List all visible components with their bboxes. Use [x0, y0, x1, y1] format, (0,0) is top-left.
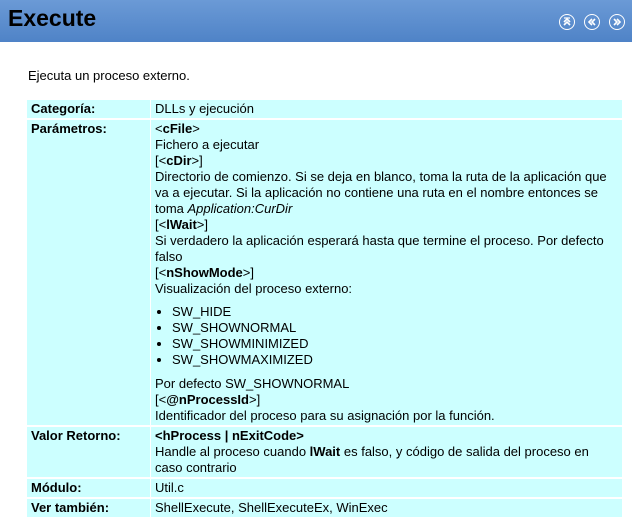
- ver-tambien-value: ShellExecute, ShellExecuteEx, WinExec: [151, 499, 622, 517]
- title-bar: [0, 0, 632, 42]
- param-cfile-desc: Fichero a ejecutar: [155, 137, 260, 152]
- list-item: • SW_SHOWNORMAL: [172, 320, 618, 336]
- function-description: Ejecuta un proceso externo.: [28, 68, 190, 83]
- row-parametros: [27, 120, 622, 425]
- page-title: Execute: [8, 5, 97, 31]
- modulo-value: Util.c: [151, 479, 622, 497]
- double-chevron-up-icon: [562, 17, 572, 27]
- return-desc: Handle al proceso cuando lWait es falso, y código de salida del proceso en caso contrario: [155, 444, 589, 475]
- list-item: • SW_SHOWMINIMIZED: [172, 336, 618, 352]
- top-button[interactable]: [559, 14, 575, 30]
- list-item: • SW_SHOWMAXIMIZED: [172, 352, 618, 368]
- param-nshowmode-desc: Visualización del proceso externo:: [155, 281, 353, 296]
- list-item: • SW_HIDE: [172, 304, 618, 320]
- param-nprocessid: [<@nProcessId>]: [155, 392, 261, 407]
- valor-retorno-label: Valor Retorno:: [27, 427, 150, 477]
- valor-retorno-value: [151, 427, 622, 477]
- parametros-label: Parámetros:: [27, 120, 150, 425]
- show-mode-list: [155, 304, 618, 368]
- categoria-label: Categoría:: [27, 100, 150, 118]
- param-nprocessid-desc: Identificador del proceso para su asignación por la función.: [155, 408, 495, 423]
- return-signature: <hProcess | nExitCode>: [155, 428, 304, 443]
- row-modulo: [27, 479, 622, 497]
- next-button[interactable]: [609, 14, 625, 30]
- parametros-value: [151, 120, 622, 425]
- properties-table: [27, 98, 622, 519]
- param-cdir: [<cDir>]: [155, 153, 203, 168]
- row-categoria: [27, 100, 622, 118]
- ver-tambien-label: Ver también:: [27, 499, 150, 517]
- prev-button[interactable]: [584, 14, 600, 30]
- param-cfile: <cFile>: [155, 121, 200, 136]
- row-ver-tambien: [27, 499, 622, 517]
- double-chevron-right-icon: [612, 17, 622, 27]
- categoria-value: DLLs y ejecución: [151, 100, 622, 118]
- param-lwait-desc: Si verdadero la aplicación esperará hasta que termine el proceso. Por defecto falso: [155, 233, 604, 264]
- param-cdir-desc: Directorio de comienzo. Si se deja en blanco, toma la ruta de la aplicación que va a ejecutar. Si la aplicación no contiene una ruta en el nombre entonces se toma Application:CurDir: [155, 169, 607, 216]
- param-nshowmode: [<nShowMode>]: [155, 265, 254, 280]
- double-chevron-left-icon: [587, 17, 597, 27]
- modulo-label: Módulo:: [27, 479, 150, 497]
- param-nshowmode-default: Por defecto SW_SHOWNORMAL: [155, 376, 350, 391]
- param-lwait: [<lWait>]: [155, 217, 209, 232]
- row-valor-retorno: [27, 427, 622, 477]
